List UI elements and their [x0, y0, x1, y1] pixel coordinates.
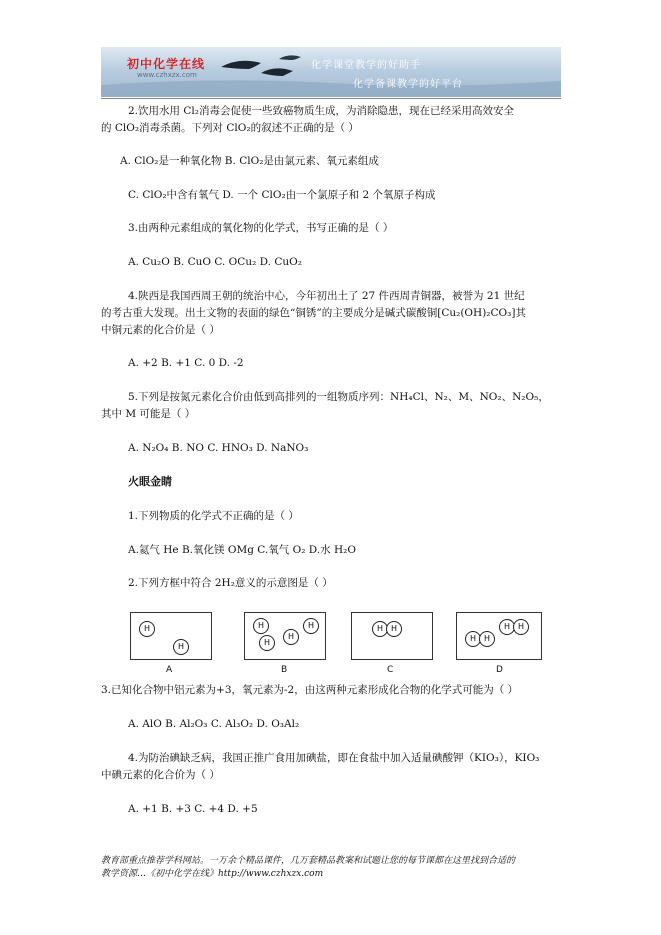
- hydrogen-atom: H: [139, 621, 155, 637]
- site-url[interactable]: www.czhxzx.com: [137, 71, 197, 79]
- section-q3-options: A. AlO B. Al₂O₃ C. Al₃O₂ D. O₃Al₂: [128, 718, 300, 730]
- diagram-label-a: A: [166, 665, 173, 675]
- site-logo[interactable]: 初中化学在线: [127, 57, 206, 71]
- banner-slogan-1: 化学课堂教学的好助手: [311, 60, 421, 71]
- diagram-box-a: [130, 612, 212, 660]
- banner-slogan-2: 化学备课教学的好平台: [353, 79, 463, 90]
- hydrogen-atom: H: [173, 639, 189, 655]
- page-footer: [101, 855, 571, 881]
- hydrogen-atom: H: [372, 621, 388, 637]
- diagram-label-c: C: [387, 665, 394, 675]
- footer-line-1: 教育部重点推荐学科网站。一万余个精品课件，几万套精品教案和试题让您的每节课都在这里找到合适的: [101, 856, 516, 866]
- question-2-line-2: 的 ClO₂消毒杀菌。下列对 ClO₂的叙述不正确的是（ ）: [101, 122, 359, 134]
- question-2-line-1: 2.饮用水用 Cl₂消毒会促使一些致癌物质生成，为消除隐患，现在已经采用高效安全: [128, 105, 514, 117]
- question-3-stem: 3.由两种元素组成的氧化物的化学式，书写正确的是（ ）: [128, 222, 394, 234]
- question-5-line-1: 5.下列是按氮元素化合价由低到高排列的一组物质序列：NH₄Cl、N₂、M、NO₂、N₂O₅，: [128, 391, 549, 403]
- section-title: 火眼金睛: [128, 475, 172, 488]
- section-q4-line-1: 4.为防治碘缺乏病，我国正推广食用加碘盐，即在食盐中加入适量碘酸钾（KIO₃），KIO₃: [128, 752, 540, 764]
- section-q2-stem: 2.下列方框中符合 2H₂意义的示意图是（ ）: [128, 577, 333, 589]
- hydrogen-atom: H: [259, 635, 275, 651]
- diagram-label-b: B: [281, 665, 288, 675]
- header-divider: [101, 98, 561, 99]
- hydrogen-atom: H: [386, 621, 402, 637]
- section-q1-options: A.氦气 He B.氧化镁 OMg C.氧气 O₂ D.水 H₂O: [128, 544, 356, 556]
- diagram-box-c: [351, 612, 433, 660]
- footer-line-2[interactable]: 教学资源…《初中化学在线》http://www.czhxzx.com: [101, 869, 324, 879]
- hydrogen-atom: H: [479, 631, 495, 647]
- section-q4-line-2: 中碘元素的化合价为（ ）: [101, 769, 220, 781]
- question-2-options-1: A. ClO₂是一种氧化物 B. ClO₂是由氯元素、氧元素组成: [120, 155, 379, 167]
- hydrogen-atom: H: [465, 631, 481, 647]
- header-banner: [101, 47, 561, 97]
- section-q1-stem: 1.下列物质的化学式不正确的是（ ）: [128, 510, 299, 522]
- hydrogen-atom: H: [499, 619, 515, 635]
- section-q4-options: A. +1 B. +3 C. +4 D. +5: [128, 803, 258, 815]
- question-4-line-3: 中铜元素的化合价是（ ）: [101, 324, 220, 336]
- question-5-line-2: 其中 M 可能是（ ）: [101, 408, 196, 420]
- hydrogen-atom: H: [283, 629, 299, 645]
- question-4-options: A. +2 B. +1 C. 0 D. -2: [128, 357, 244, 369]
- question-4-line-1: 4.陕西是我国西周王朝的统治中心，今年初出土了 27 件西周青铜器，被誉为 21 世纪: [128, 290, 525, 302]
- question-5-options: A. N₂O₄ B. NO C. HNO₃ D. NaNO₃: [128, 442, 309, 454]
- diagram-box-b: [244, 612, 326, 660]
- hydrogen-atom: H: [303, 618, 319, 634]
- question-2-options-2: C. ClO₂中含有氧气 D. 一个 ClO₂由一个氯原子和 2 个氧原子构成: [128, 189, 436, 201]
- question-4-line-2: 的考古重大发现。出土文物的表面的绿色“铜锈”的主要成分是碱式碳酸铜[Cu₂(OH)₂CO₃]其: [101, 307, 526, 319]
- hydrogen-atom: H: [513, 619, 529, 635]
- diagram-label-d: D: [496, 665, 503, 675]
- question-3-options: A. Cu₂O B. CuO C. OCu₂ D. CuO₂: [128, 256, 302, 268]
- hydrogen-atom: H: [253, 618, 269, 634]
- diagram-box-d: [456, 612, 542, 660]
- section-q3-stem: 3.已知化合物中铝元素为+3，氧元素为-2，由这两种元素形成化合物的化学式可能为（ ）: [101, 684, 519, 696]
